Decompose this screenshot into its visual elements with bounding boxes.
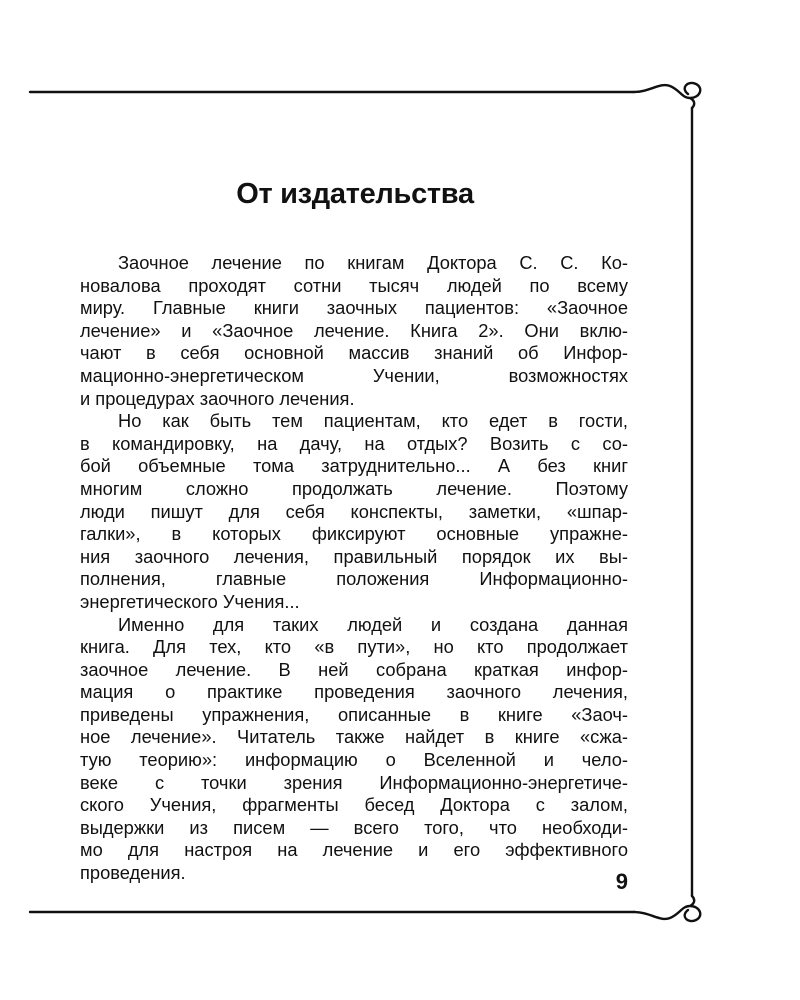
text-line: галки», в которых фиксируют основные упражне- xyxy=(80,523,628,545)
text-line: Заочное лечение по книгам Доктора С. С. Ко- xyxy=(118,252,628,273)
text-line: многим сложно продолжать лечение. Поэтому xyxy=(80,477,628,499)
text-line: чают в себя основной массив знаний об Инфор- xyxy=(80,342,628,364)
text-line: ное лечение». Читатель также найдет в книге «сжа- xyxy=(80,726,628,748)
page-title: От издательства xyxy=(236,178,474,210)
text-line: выдержки из писем — всего того, что необходи- xyxy=(80,816,628,838)
text-line: лечение» и «Заочное лечение. Книга 2». Они вклю- xyxy=(80,319,628,341)
text-line: Но как быть тем пациентам, кто едет в гости, xyxy=(118,410,628,432)
text-line: заочное лечение. В ней собрана краткая инфор- xyxy=(80,658,628,680)
text-line: ния заочного лечения, правильный порядок их вы- xyxy=(80,545,628,567)
bottom-flourish-ornament xyxy=(634,896,700,921)
text-line: полнения, главные положения Информационно- xyxy=(80,568,628,590)
body-text xyxy=(80,252,628,885)
text-line: веке с точки зрения Информационно-энергетиче- xyxy=(80,771,628,793)
text-line: миру. Главные книги заочных пациентов: «Заочное xyxy=(80,297,628,319)
text-line: и процедурах заочного лечения. xyxy=(80,387,355,409)
text-line: тую теорию»: информацию о Вселенной и чело- xyxy=(80,749,628,771)
text-line: люди пишут для себя конспекты, заметки, «шпар- xyxy=(80,500,628,522)
text-line: новалова проходят сотни тысяч людей по всему xyxy=(80,274,628,296)
text-line: Именно для таких людей и создана данная xyxy=(118,613,628,635)
page-number: 9 xyxy=(615,869,628,894)
text-line: бой объемные тома затруднительно... А без книг xyxy=(80,455,628,477)
text-line: в командировку, на дачу, на отдых? Возить с со- xyxy=(80,432,628,454)
text-line: энергетического Учения... xyxy=(80,590,300,612)
text-line: мационно-энергетическом Учении, возможностях xyxy=(80,364,628,386)
text-line: приведены упражнения, описанные в книге «Заоч- xyxy=(80,703,628,725)
text-line: мо для настроя на лечение и его эффективного xyxy=(80,839,628,861)
top-flourish-ornament xyxy=(634,83,700,108)
text-line: мация о практике проведения заочного лечения, xyxy=(80,681,628,703)
text-line: ского Учения, фрагменты бесед Доктора с залом, xyxy=(80,794,628,816)
text-line: проведения. xyxy=(80,862,186,884)
text-line: книга. Для тех, кто «в пути», но кто продолжает xyxy=(80,636,628,658)
